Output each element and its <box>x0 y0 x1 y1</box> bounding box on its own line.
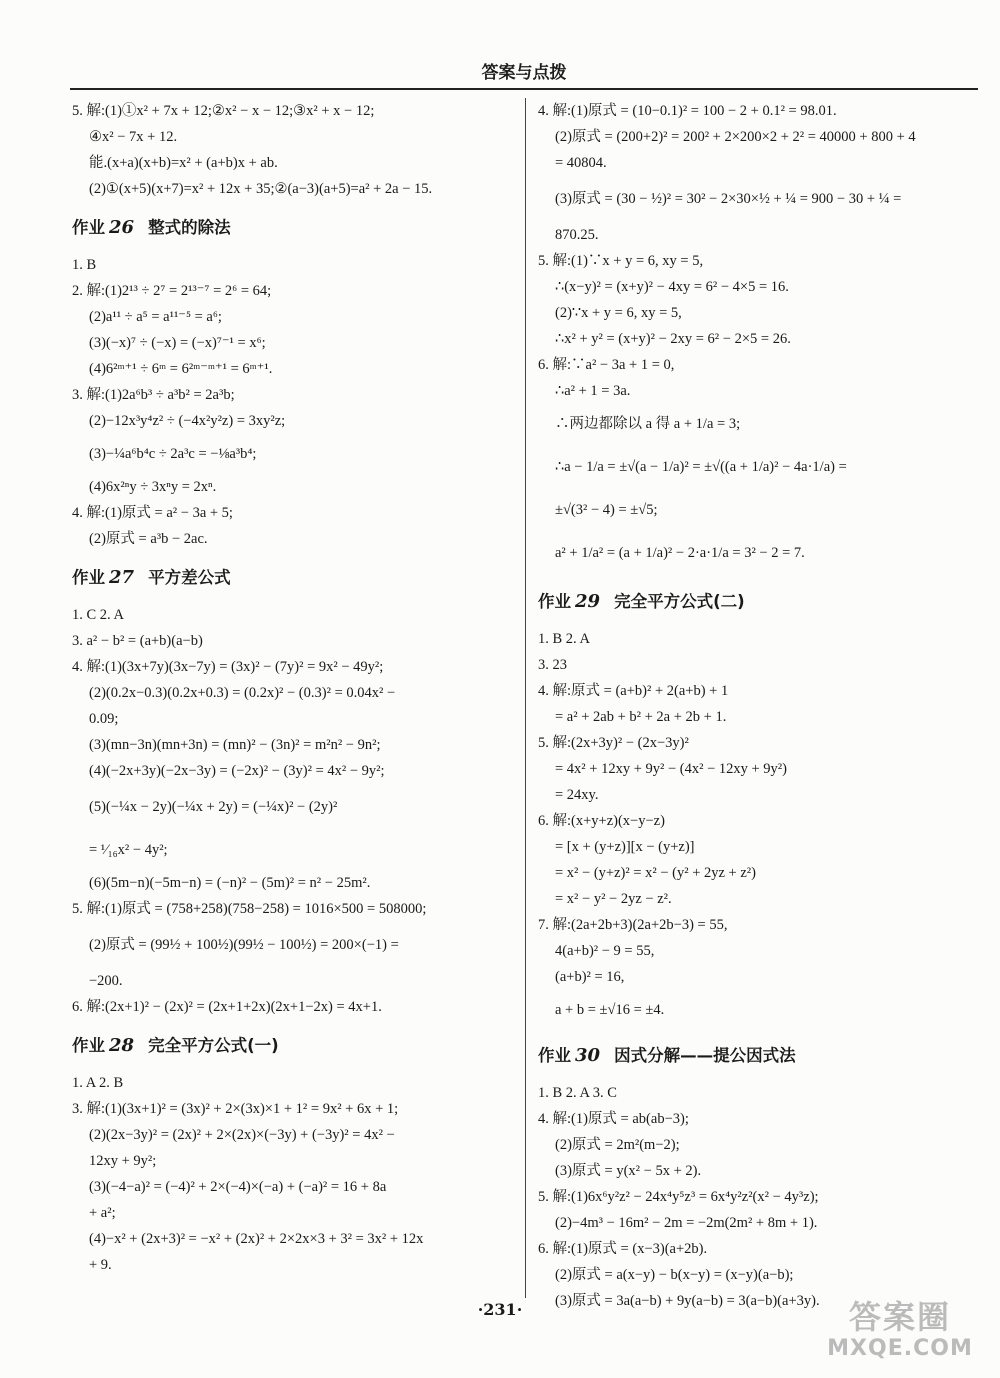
section-title: 完全平方公式(一) <box>148 1036 279 1055</box>
answer-line: 0.09; <box>89 711 119 727</box>
answer-line: 能.(x+a)(x+b)=x² + (a+b)x + ab. <box>89 155 278 171</box>
answer-line: (3)原式 = (30 − ½)² = 30² − 2×30×½ + ¼ = 900 − 30 + ¼ = <box>555 191 902 207</box>
answer-line: 3. 23 <box>538 657 567 673</box>
section-label: 作业 <box>72 218 105 237</box>
section-heading <box>538 1042 978 1070</box>
answer-line: (3)(mn−3n)(mn+3n) = (mn)² − (3n)² = m²n² − 9n²; <box>89 737 381 753</box>
answer-line: (3)原式 = y(x² − 5x + 2). <box>555 1163 702 1179</box>
answer-line: (2)①(x+5)(x+7)=x² + 12x + 35;②(a−3)(a+5)=a² + 2a − 15. <box>89 181 433 197</box>
watermark-text-bottom: MXQE.COM <box>827 1336 973 1361</box>
answer-line: (2)a¹¹ ÷ a⁵ = a¹¹⁻⁵ = a⁶; <box>89 309 222 325</box>
answer-line: a + b = ±√16 = ±4. <box>555 1002 665 1018</box>
section-number: 30 <box>575 1045 601 1066</box>
section-number: 26 <box>109 217 135 238</box>
answer-line: 5. 解:(2x+3y)² − (2x−3y)² <box>538 735 689 751</box>
answer-line: = 4x² + 12xy + 9y² − (4x² − 12xy + 9y²) <box>555 761 787 777</box>
answer-line: (2)−4m³ − 16m² − 2m = −2m(2m² + 8m + 1). <box>555 1215 818 1231</box>
answer-line: (6)(5m−n)(−5m−n) = (−n)² − (5m)² = n² − 25m². <box>89 875 371 891</box>
answer-line: 5. 解:(1)原式 = (758+258)(758−258) = 1016×500 = 508000; <box>72 901 427 917</box>
answer-line: (2)原式 = (99½ + 100½)(99½ − 100½) = 200×(−1) = <box>89 937 399 953</box>
answer-line: 5. 解:(1)∵x + y = 6, xy = 5, <box>538 253 704 269</box>
answer-line: (2)∵x + y = 6, xy = 5, <box>555 305 682 321</box>
answer-line: (2)原式 = a(x−y) − b(x−y) = (x−y)(a−b); <box>555 1267 794 1283</box>
answer-line: (4)−x² + (2x+3)² = −x² + (2x)² + 2×2x×3 + 3² = 3x² + 12x <box>89 1231 424 1247</box>
section-number: 28 <box>109 1035 135 1056</box>
answer-line: 4. 解:(1)原式 = (10−0.1)² = 100 − 2 + 0.1² = 98.01. <box>538 103 837 119</box>
section-heading <box>72 214 517 242</box>
answer-line: = 24xy. <box>555 787 599 803</box>
answer-line: = a² + 2ab + b² + 2a + 2b + 1. <box>555 709 727 725</box>
answer-line: (3)原式 = 3a(a−b) + 9y(a−b) = 3(a−b)(a+3y). <box>555 1293 820 1309</box>
answer-line: (2)−12x³y⁴z² ÷ (−4x²y²z) = 3xy²z; <box>89 413 286 429</box>
answer-line: 5. 解:(1)①x² + 7x + 12;②x² − x − 12;③x² + x − 12; <box>72 103 375 119</box>
page-number: ·231· <box>477 1300 523 1319</box>
answer-line: (2)原式 = 2m²(m−2); <box>555 1137 680 1153</box>
header-title: 答案与点拨 <box>481 63 567 83</box>
answer-line: + 9. <box>89 1257 112 1273</box>
answer-line: ④x² − 7x + 12. <box>89 129 178 145</box>
answer-line: (a+b)² = 16, <box>555 969 625 985</box>
answer-line: = x² − y² − 2yz − z². <box>555 891 672 907</box>
answer-line: ∴a² + 1 = 3a. <box>555 383 631 399</box>
answer-line: 2. 解:(1)2¹³ ÷ 2⁷ = 2¹³⁻⁷ = 2⁶ = 64; <box>72 283 272 299</box>
watermark-logo <box>820 1298 980 1370</box>
section-heading <box>72 1032 517 1060</box>
answer-line: 870.25. <box>555 227 599 243</box>
answer-line: 7. 解:(2a+2b+3)(2a+2b−3) = 55, <box>538 917 728 933</box>
answer-line: 1. A 2. B <box>72 1075 124 1091</box>
section-label: 作业 <box>72 1036 105 1055</box>
answer-line: (4)6²ᵐ⁺¹ ÷ 6ᵐ = 6²ᵐ⁻ᵐ⁺¹ = 6ᵐ⁺¹. <box>89 361 273 377</box>
section-heading <box>538 588 978 616</box>
section-title: 整式的除法 <box>148 218 231 237</box>
answer-line: + a²; <box>89 1205 116 1221</box>
answer-line: a² + 1/a² = (a + 1/a)² − 2·a·1/a = 3² − 2 = 7. <box>555 545 805 561</box>
left-column <box>72 98 517 1278</box>
answer-line: 4. 解:(1)(3x+7y)(3x−7y) = (3x)² − (7y)² = 9x² − 49y²; <box>72 659 384 675</box>
answer-line: (2)(2x−3y)² = (2x)² + 2×(2x)×(−3y) + (−3y)² = 4x² − <box>89 1127 395 1143</box>
answer-line: 1. B 2. A <box>538 631 590 647</box>
answer-line: 4. 解:(1)原式 = ab(ab−3); <box>538 1111 689 1127</box>
answer-line: 3. 解:(1)2a⁶b³ ÷ a³b² = 2a³b; <box>72 387 235 403</box>
answer-line: 12xy + 9y²; <box>89 1153 157 1169</box>
answer-line: (2)原式 = a³b − 2ac. <box>89 531 208 547</box>
answer-line: 6. 解:(1)原式 = (x−3)(a+2b). <box>538 1241 708 1257</box>
answer-line: ∴x² + y² = (x+y)² − 2xy = 6² − 2×5 = 26. <box>555 331 791 347</box>
answer-line: 1. B 2. A 3. C <box>538 1085 617 1101</box>
answer-line: 6. 解:(2x+1)² − (2x)² = (2x+1+2x)(2x+1−2x) = 4x+1. <box>72 999 382 1015</box>
answer-line: 4. 解:(1)原式 = a² − 3a + 5; <box>72 505 233 521</box>
answer-line: ∴两边都除以 a 得 a + 1/a = 3; <box>555 416 741 432</box>
section-label: 作业 <box>538 1046 571 1065</box>
section-label: 作业 <box>72 568 105 587</box>
answer-line: −200. <box>89 973 123 989</box>
answer-line: 1. C 2. A <box>72 607 124 623</box>
answer-line: (3)(−x)⁷ ÷ (−x) = (−x)⁷⁻¹ = x⁶; <box>89 335 266 351</box>
answer-line: (4)6x²ⁿy ÷ 3xⁿy = 2xⁿ. <box>89 479 217 495</box>
answer-line: (4)(−2x+3y)(−2x−3y) = (−2x)² − (3y)² = 4x² − 9y²; <box>89 763 385 779</box>
answer-line: 1. B <box>72 257 97 273</box>
column-divider <box>525 98 526 1298</box>
section-title: 完全平方公式(二) <box>614 592 745 611</box>
answer-line: (3)(−4−a)² = (−4)² + 2×(−4)×(−a) + (−a)² = 16 + 8a <box>89 1179 387 1195</box>
answer-line: 6. 解:(x+y+z)(x−y−z) <box>538 813 665 829</box>
section-label: 作业 <box>538 592 571 611</box>
answer-line: 6. 解:∵a² − 3a + 1 = 0, <box>538 357 675 373</box>
answer-line: 4(a+b)² − 9 = 55, <box>555 943 655 959</box>
answer-line: (5)(−¼x − 2y)(−¼x + 2y) = (−¼x)² − (2y)² <box>89 799 338 815</box>
answer-line: = x² − (y+z)² = x² − (y² + 2yz + z²) <box>555 865 756 881</box>
answer-line: (2)(0.2x−0.3)(0.2x+0.3) = (0.2x)² − (0.3)² = 0.04x² − <box>89 685 396 701</box>
section-heading <box>72 564 517 592</box>
answer-line: = 40804. <box>555 155 607 171</box>
right-column <box>538 98 978 1314</box>
section-title: 平方差公式 <box>148 568 231 587</box>
answer-line: ∴a − 1/a = ±√(a − 1/a)² = ±√((a + 1/a)² − 4a·1/a) = <box>555 459 847 475</box>
answer-line: 3. 解:(1)(3x+1)² = (3x)² + 2×(3x)×1 + 1² = 9x² + 6x + 1; <box>72 1101 399 1117</box>
watermark-text-top: 答案圈 <box>848 1298 951 1336</box>
answer-line: = [x + (y+z)][x − (y+z)] <box>555 839 695 855</box>
answer-line: 5. 解:(1)6x⁶y²z² − 24x⁴y⁵z³ = 6x⁴y²z²(x² − 4y³z); <box>538 1189 819 1205</box>
answer-line: (3)−¼a⁶b⁴c ÷ 2a³c = −⅛a³b⁴; <box>89 446 257 462</box>
section-title: 因式分解——提公因式法 <box>614 1046 796 1065</box>
section-number: 27 <box>109 567 135 588</box>
section-number: 29 <box>575 591 601 612</box>
answer-line: ±√(3² − 4) = ±√5; <box>555 502 658 518</box>
page-header <box>70 58 978 90</box>
answer-line: 3. a² − b² = (a+b)(a−b) <box>72 633 203 649</box>
answer-line: ∴(x−y)² = (x+y)² − 4xy = 6² − 4×5 = 16. <box>555 279 789 295</box>
answer-line: 4. 解:原式 = (a+b)² + 2(a+b) + 1 <box>538 683 729 699</box>
answer-line: = ¹⁄₁₆x² − 4y²; <box>89 842 168 858</box>
answer-line: (2)原式 = (200+2)² = 200² + 2×200×2 + 2² = 40000 + 800 + 4 <box>555 129 916 145</box>
